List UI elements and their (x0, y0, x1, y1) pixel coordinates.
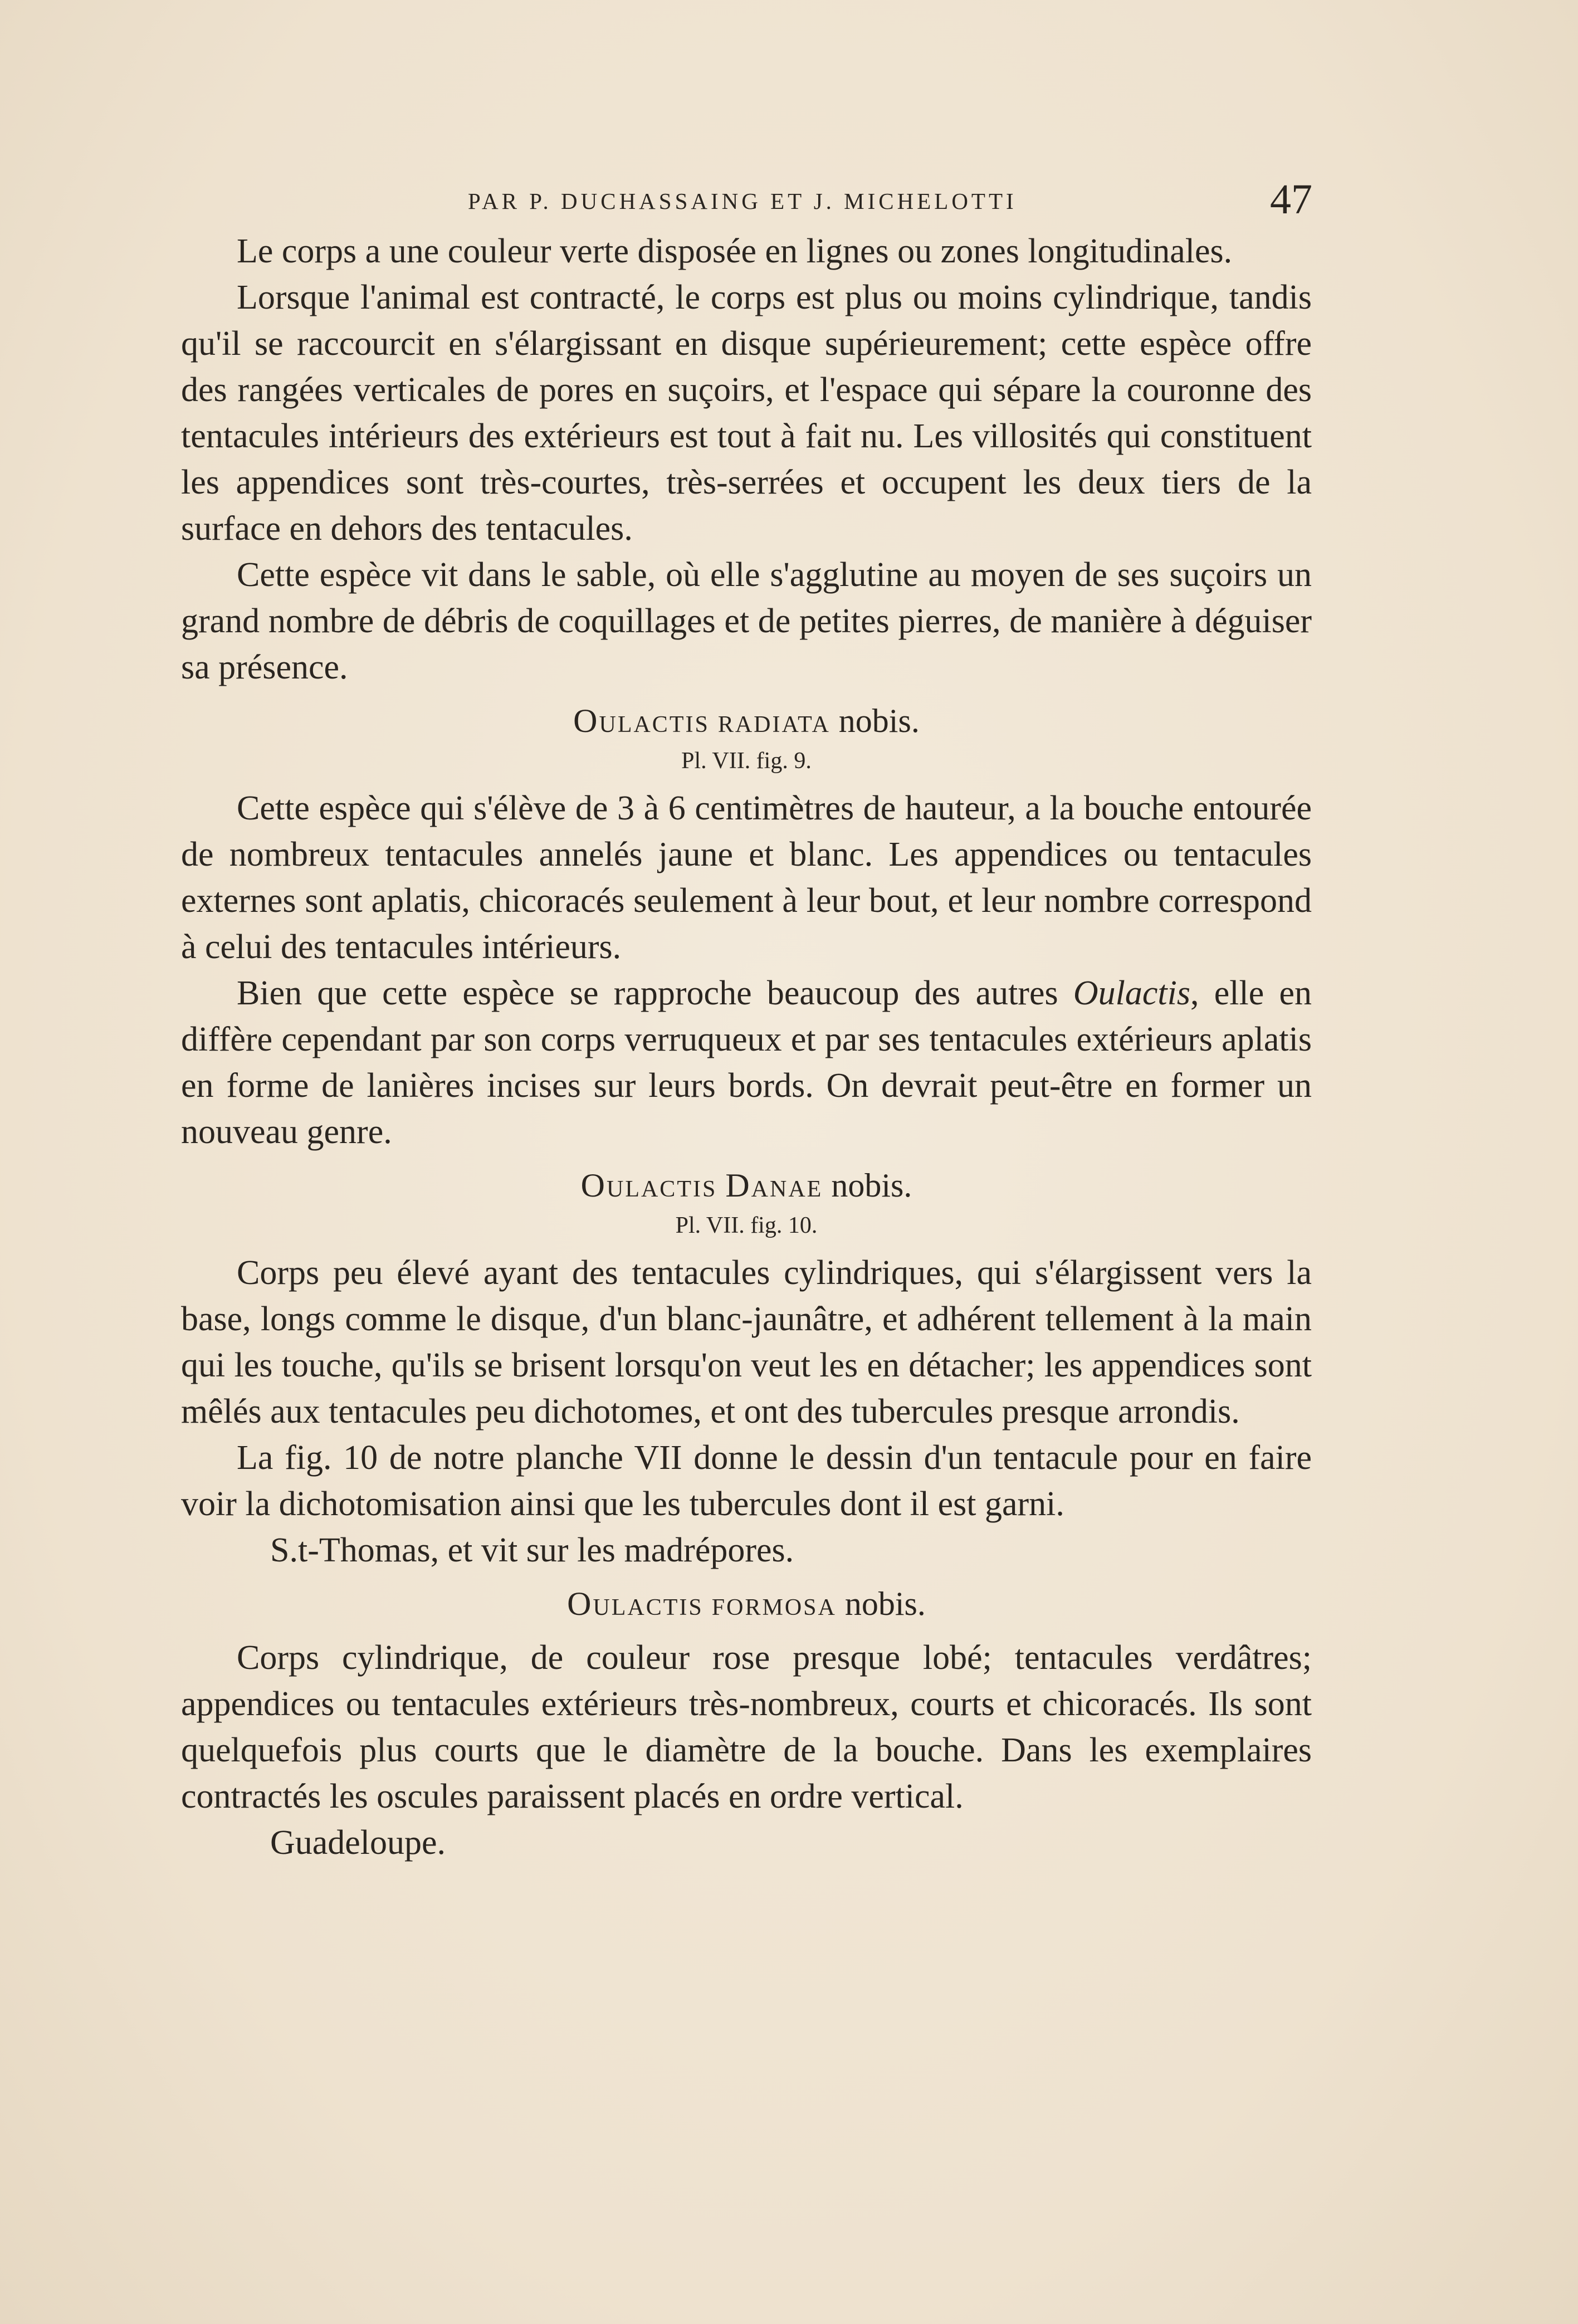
page-number: 47 (1270, 176, 1312, 223)
paragraph (181, 970, 1312, 1155)
page-body (181, 228, 1312, 1866)
genus-name: Oulactis (573, 702, 710, 739)
genus-name: Oulactis (567, 1585, 703, 1622)
author-citation: nobis. (831, 1167, 912, 1204)
paragraph: Cette espèce qui s'élève de 3 à 6 centimètres de hauteur, a la bouche entourée de nombreux tentacules annelés jaune et blanc. Les appendices ou tentacules externes sont aplatis, chicoracés seulement à leur bout, et leur nombre correspond à celui des tentacules intérieurs. (181, 789, 1312, 966)
paragraph: Le corps a une couleur verte disposée en lignes ou zones longitudinales. (237, 232, 1233, 270)
author-citation: nobis. (844, 1585, 926, 1622)
species-heading-radiata (181, 697, 1312, 744)
paragraph: Corps cylindrique, de couleur rose presque lobé; tentacules verdâtres; appendices ou tentacules extérieurs très-nombreux, courts et chicoracés. Ils sont quelquefois plus courts que le diamètre de la bouche. Dans les exemplaires contractés les oscules paraissent placés en ordre vertical. (181, 1639, 1312, 1815)
plate-reference: Pl. VII. fig. 9. (681, 748, 812, 774)
locality: S.t-Thomas, et vit sur les madrépores. (270, 1531, 794, 1569)
text-run: , elle en diffère cependant par son corps verruqueux et par ses tentacules extérieurs aplatis en forme de lanières incises sur leurs bords. On devrait peut-être en former un nouveau genre. (181, 974, 1312, 1151)
locality: Guadeloupe. (270, 1824, 446, 1862)
paragraph: Cette espèce vit dans le sable, où elle s'agglutine au moyen de ses suçoirs un grand nombre de débris de coquillages et de petites pierres, de manière à déguiser sa présence. (181, 556, 1312, 686)
italic-genus: Oulactis (1073, 974, 1190, 1012)
species-heading-danae (181, 1162, 1312, 1209)
genus-name: Oulactis (580, 1167, 717, 1204)
author-citation: nobis. (838, 702, 920, 739)
paragraph: Corps peu élevé ayant des tentacules cylindriques, qui s'élargissent vers la base, longs comme le disque, d'un blanc-jaunâtre, et adhérent tellement à la main qui les touche, qu'ils se brisent lorsqu'on veut les en détacher; les appendices sont mêlés aux tentacules peu dichotomes, et ont des tubercules presque arrondis. (181, 1254, 1312, 1430)
species-name: Danae (725, 1167, 823, 1204)
species-name: radiata (717, 702, 830, 739)
running-title: PAR P. DUCHASSAING ET J. MICHELOTTI (468, 188, 1017, 214)
paragraph: La fig. 10 de notre planche VII donne le dessin d'un tentacule pour en faire voir la dichotomisation ainsi que les tubercules dont il est garni. (181, 1439, 1312, 1523)
page-header (178, 175, 1348, 223)
species-heading-formosa (181, 1580, 1312, 1627)
text-run: Bien que cette espèce se rapproche beaucoup des autres (237, 974, 1058, 1012)
paragraph: Lorsque l'animal est contracté, le corps est plus ou moins cylindrique, tandis qu'il se raccourcit en s'élargissant en disque supérieurement; cette espèce offre des rangées verticales de pores en suçoirs, et l'espace qui sépare la couronne des tentacules intérieurs des extérieurs est tout à fait nu. Les villosités qui constituent les appendices sont très-courtes, très-serrées et occupent les deux tiers de la surface en dehors des tentacules. (181, 279, 1312, 548)
species-name: formosa (711, 1585, 837, 1622)
plate-reference: Pl. VII. fig. 10. (675, 1213, 818, 1238)
